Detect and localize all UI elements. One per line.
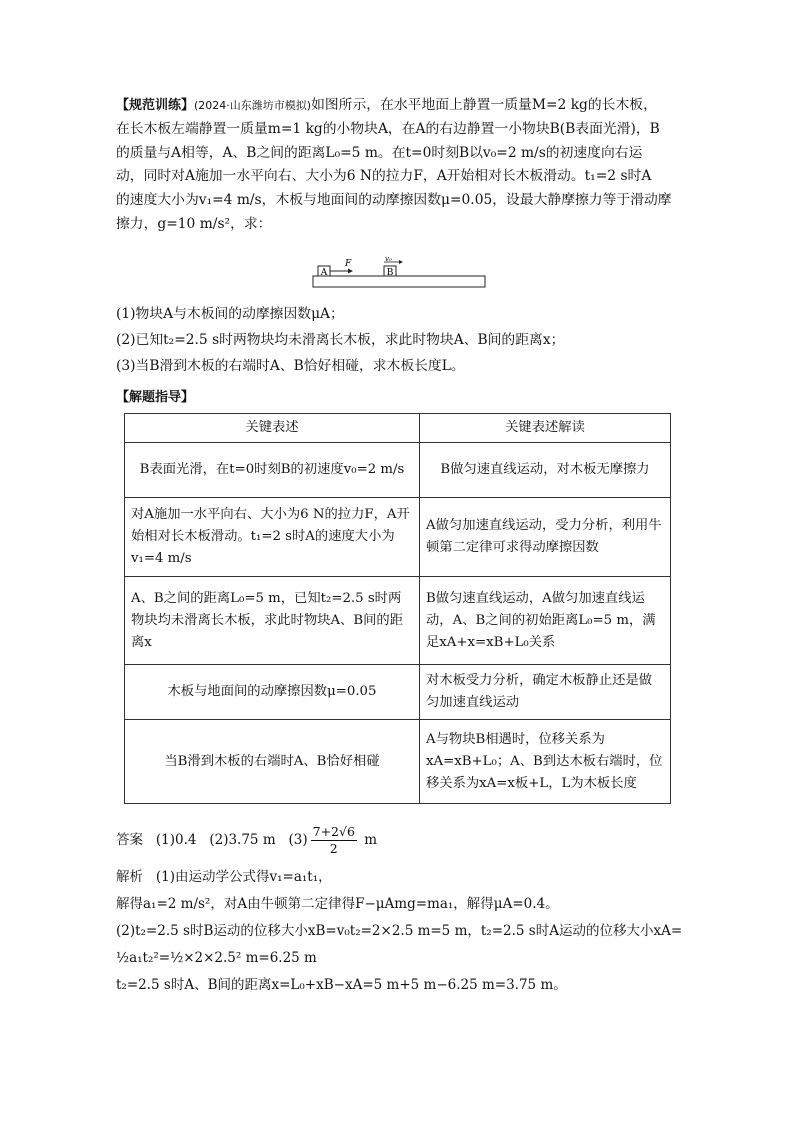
question-list	[116, 301, 681, 379]
answer-unit: m	[364, 832, 378, 848]
force-arrow-head	[348, 269, 353, 274]
problem-line-1: 【规范训练】(2024·山东潍坊市模拟)如图所示，在水平地面上静置一质量M=2 kg的长木板，	[116, 97, 657, 113]
table-row	[125, 577, 671, 665]
key-statement-table	[124, 413, 671, 804]
table-cell-right: B做匀速直线运动，A做匀加速直线运动，A、B之间的初始距离L₀=5 m，满足xA+x=xB+L₀关系	[420, 577, 671, 665]
problem-line-5: 的速度大小为v₁=4 m/s，木板与地面间的动摩擦因数μ=0.05，设最大静摩擦力等于滑动摩	[116, 192, 672, 209]
answer-part-2: (2)3.75 m	[209, 832, 276, 848]
solution-line-4: ½a₁t₂²=½×2×2.5² m=6.25 m	[116, 950, 317, 966]
velocity-label: v₀	[385, 256, 392, 263]
table-row	[125, 720, 671, 804]
solution-label: 解析	[116, 869, 143, 885]
answer-part-1: (1)0.4	[155, 832, 197, 848]
block-b-label: B	[386, 268, 394, 278]
answer-fraction	[311, 824, 357, 857]
answer-label: 答案	[116, 832, 143, 848]
table-cell-right: A做匀加速直线运动，受力分析，利用牛顿第二定律可求得动摩擦因数	[420, 498, 671, 577]
answer-line	[116, 824, 377, 857]
solution-line-3: (2)t₂=2.5 s时B运动的位移大小xB=v₀t₂=2×2.5 m=5 m，t₂=2.5 s时A运动的位移大小xA=	[116, 923, 683, 939]
table-cell-right: 对木板受力分析，确定木板静止还是做匀加速直线运动	[420, 665, 671, 720]
table-cell-left: A、B之间的距离L₀=5 m，已知t₂=2.5 s时两物块均未滑离长木板，求此时物块A、B间的距离x	[125, 577, 420, 665]
problem-statement	[116, 94, 681, 237]
question-3: (3)当B滑到木板的右端时A、B恰好相碰，求木板长度L。	[116, 358, 465, 374]
practice-tag: 【规范训练】	[116, 98, 195, 113]
problem-line-2: 在长木板左端静置一质量m=1 kg的小物块A，在A的右边静置一小物块B(B表面光滑)，B	[116, 120, 660, 137]
problem-line-4: 动，同时对A施加一水平向右、大小为6 N的拉力F，A开始相对长木板滑动。t₁=2 s时A	[116, 168, 652, 185]
problem-line-3: 的质量与A相等，A、B之间的距离L₀=5 m。在t=0时刻B以v₀=2 m/s的初速度向右运	[116, 144, 643, 161]
problem-line-6: 擦力，g=10 m/s²，求：	[116, 215, 272, 232]
solution-block	[116, 864, 686, 999]
table-header-left: 关键表述	[125, 414, 420, 443]
table-header-row	[125, 414, 671, 443]
guide-heading: 【解题指导】	[116, 390, 195, 405]
question-1: (1)物块A与木板间的动摩擦因数μA；	[116, 306, 344, 322]
table-cell-left: 木板与地面间的动摩擦因数μ=0.05	[125, 665, 420, 720]
block-a-label: A	[320, 268, 328, 278]
long-board	[313, 276, 485, 287]
source-note: (2024·山东潍坊市模拟)	[194, 99, 312, 112]
table-cell-right: A与物块B相遇时，位移关系为xA=xB+L₀；A、B到达木板右端时，位移关系为xA=x板+L，L为木板长度	[420, 720, 671, 804]
force-label: F	[345, 259, 352, 269]
table-row	[125, 498, 671, 577]
answer-part-3-prefix: (3)	[288, 832, 308, 848]
fraction-numerator: 7+2√6	[312, 824, 355, 839]
solution-line-1: 解析 (1)由运动学公式得v₁=a₁t₁，	[116, 869, 332, 885]
solution-line-2: 解得a₁=2 m/s²，对A由牛顿第二定律得F−μAmg=ma₁，解得μA=0.4。	[116, 896, 559, 912]
table-row	[125, 443, 671, 498]
velocity-arrow-head	[399, 260, 403, 264]
board-diagram	[300, 256, 500, 296]
question-2: (2)已知t₂=2.5 s时两物块均未滑离长木板，求此时物块A、B间的距离x；	[116, 332, 565, 348]
fraction-denominator: 2	[329, 841, 338, 856]
table-header-right: 关键表述解读	[420, 414, 671, 443]
table-cell-left: 当B滑到木板的右端时A、B恰好相碰	[125, 720, 420, 804]
solution-line-5: t₂=2.5 s时A、B间的距离x=L₀+xB−xA=5 m+5 m−6.25 m=3.75 m。	[116, 977, 567, 993]
table-row	[125, 665, 671, 720]
table-cell-left: B表面光滑，在t=0时刻B的初速度v₀=2 m/s	[125, 443, 420, 498]
table-cell-left: 对A施加一水平向右、大小为6 N的拉力F，A开始相对长木板滑动。t₁=2 s时A的速度大小为v₁=4 m/s	[125, 498, 420, 577]
table-cell-right: B做匀速直线运动，对木板无摩擦力	[420, 443, 671, 498]
